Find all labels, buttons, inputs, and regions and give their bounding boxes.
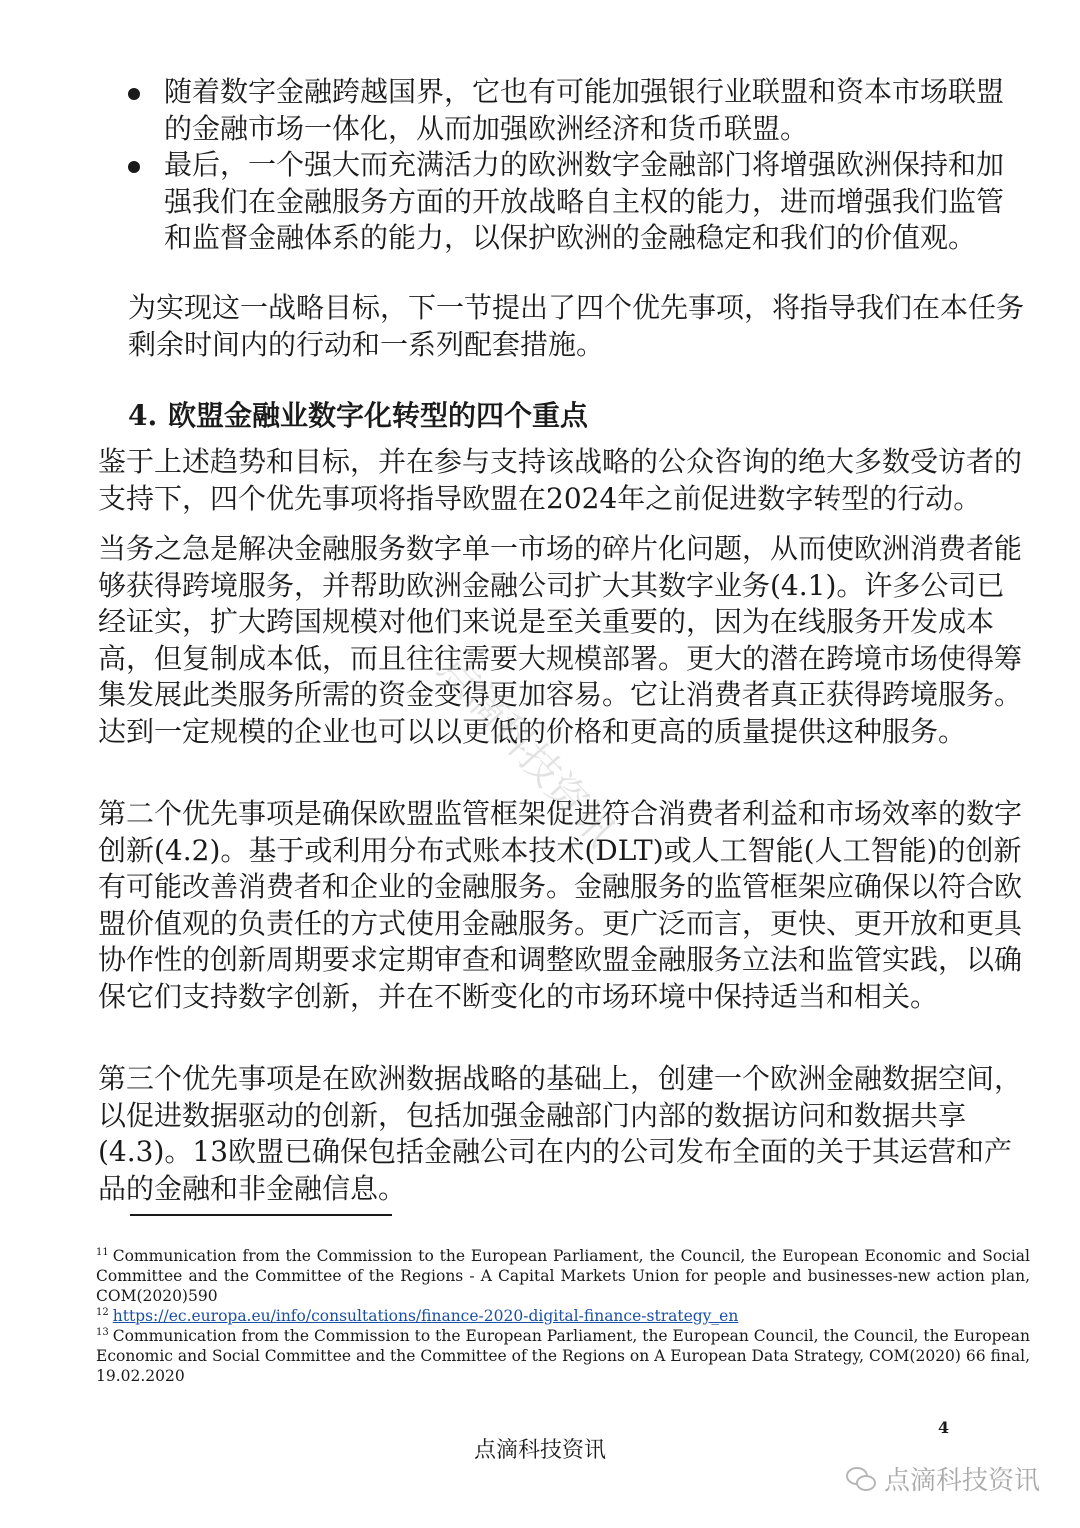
footnote (96, 1246, 1030, 1306)
footnote-link[interactable]: https://ec.europa.eu/info/consultations/finance-2020-digital-finance-strategy_en (112, 1307, 739, 1325)
footnote (96, 1326, 1030, 1386)
footnote-text: Communication from the Commission to the European Parliament, the European Council, the Council, the European Economic and Social Committee and the Committee of the Regions on A European Data Strategy, COM(2020) 66 final, 19.02.2020 (96, 1327, 1031, 1385)
section-title: 欧盟金融业数字化转型的四个重点 (168, 399, 589, 432)
footnotes (96, 1246, 1030, 1386)
section-number: 4. (128, 399, 158, 432)
footnote (96, 1306, 1030, 1326)
footnote-mark: 13 (96, 1326, 109, 1338)
bullet-dot-icon (128, 88, 140, 100)
footnote-divider (130, 1214, 392, 1216)
wechat-icon (846, 1467, 876, 1491)
paragraph: 第三个优先事项是在欧洲数据战略的基础上，创建一个欧洲金融数据空间，以促进数据驱动的创新，包括加强金融部门内部的数据访问和数据共享(4.3)。13欧盟已确保包括金融公司在内的公司发布全面的关于其运营和产品的金融和非金融信息。 (98, 1062, 1023, 1205)
paragraph: 第二个优先事项是确保欧盟监管框架促进符合消费者利益和市场效率的数字创新(4.2)。基于或利用分布式账本技术(DLT)或人工智能(人工智能)的创新有可能改善消费者和企业的金融服务。金融服务的监管框架应确保以符合欧盟价值观的负责任的方式使用金融服务。更广泛而言，更快、更开放和更具协作性的创新周期要求定期审查和调整欧盟金融服务立法和监管实践，以确保它们支持数字创新，并在不断变化的市场环境中保持适当和相关。 (98, 797, 1023, 1013)
watermark-corner (846, 1460, 1040, 1497)
bullet-text: 随着数字金融跨越国界，它也有可能加强银行业联盟和资本市场联盟的金融市场一体化，从而加强欧洲经济和货币联盟。 (164, 75, 1005, 145)
footnote-mark: 12 (96, 1306, 109, 1318)
watermark-text-corner: 点滴科技资讯 (884, 1466, 1041, 1496)
summary-paragraph: 为实现这一战略目标，下一节提出了四个优先事项，将指导我们在本任务剩余时间内的行动和一系列配套措施。 (128, 291, 1025, 361)
bullet-dot-icon (128, 161, 140, 173)
paragraph: 当务之急是解决金融服务数字单一市场的碎片化问题，从而使欧洲消费者能够获得跨境服务，并帮助欧洲金融公司扩大其数字业务(4.1)。许多公司已经证实，扩大跨国规模对他们来说是至关重要的，因为在线服务开发成本高，但复制成本低，而且往往需要大规模部署。更大的潜在跨境市场使得筹集发展此类服务所需的资金变得更加容易。它让消费者真正获得跨境服务。达到一定规模的企业也可以以更低的价格和更高的质量提供这种服务。 (98, 532, 1023, 748)
bullet-item (128, 74, 1028, 147)
paragraph: 鉴于上述趋势和目标，并在参与支持该战略的公众咨询的绝大多数受访者的支持下，四个优先事项将指导欧盟在2024年之前促进数字转型的行动。 (98, 445, 1023, 515)
footnote-mark: 11 (96, 1246, 109, 1258)
footnote-text: Communication from the Commission to the European Parliament, the Council, the European Economic and Social Committee and the Committee of the Regions - A Capital Markets Union for people and businesses-new action plan, COM(2020)590 (96, 1247, 1030, 1305)
bullet-list (128, 74, 1028, 257)
watermark-text-center: 点滴科技资讯 (429, 646, 624, 856)
section-heading (128, 398, 1028, 434)
bullet-text: 最后，一个强大而充满活力的欧洲数字金融部门将增强欧洲保持和加强我们在金融服务方面的开放战略自主权的能力，进而增强我们监管和监督金融体系的能力，以保护欧洲的金融稳定和我们的价值观。 (164, 148, 1005, 254)
bullet-item (128, 147, 1028, 257)
footer-title: 点滴科技资讯 (473, 1438, 606, 1463)
page-number: 4 (938, 1418, 950, 1437)
